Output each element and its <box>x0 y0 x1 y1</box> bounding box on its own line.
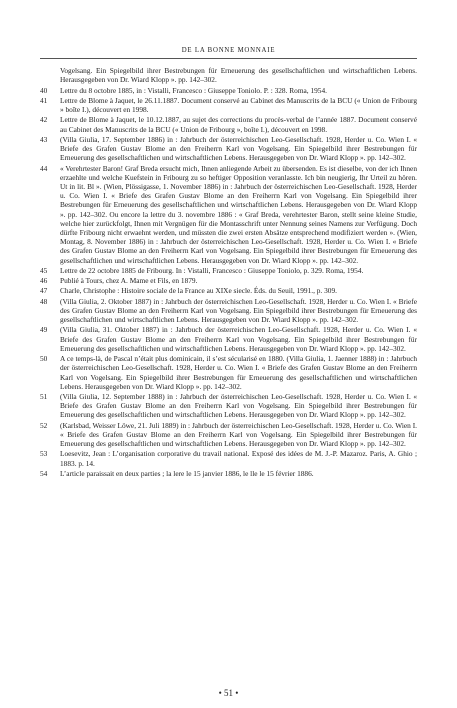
endnote-number: 42 <box>40 115 48 125</box>
endnote <box>40 66 417 84</box>
endnote-number: 50 <box>40 354 48 364</box>
endnote <box>40 286 417 295</box>
endnote-text: (Villa Giulia, 2. Oktober 1887) in : Jahrbuch der österreichischen Leo-Gesellschaft. 1928, Herder u. Co. Wien I. « Briefe des Grafen Gustav Blome an den Freiherrn Karl von Vogelsang. Ein Spiegelbild ihrer Bestrebungen für Erneuerung des gesellschaftlichen und wirtschaftlichen Lebens. Herausgegeben von Dr. Wiard Klopp ». pp. 142–302. <box>60 296 417 325</box>
endnote <box>40 469 417 478</box>
endnote <box>40 266 417 275</box>
endnote-number: 48 <box>40 296 48 306</box>
endnote-number: 44 <box>40 163 48 173</box>
endnote <box>40 96 417 114</box>
endnote-number: 41 <box>40 95 48 105</box>
endnote-number: 52 <box>40 420 48 430</box>
endnote-text: Vogelsang. Ein Spiegelbild ihrer Bestrebungen für Erneuerung des gesellschaftlichen und wirtschaftlichen Lebens. Herausgegeben von Dr. Wiard Klopp ». pp. 142–302. <box>60 66 417 85</box>
page-number: • 51 • <box>218 688 239 698</box>
endnote-text: A ce temps-là, de Pascal n’était plus dominicain, il s’est sécularisé en 1880. (Villa Giulia, 1. Jaenner 1888) in : Jahrbuch der österreichischen Leo-Gesellschaft. 1928, Herder u. Co. Wien I. « Briefe des Grafen Gustav Blome an den Freiherrn Karl von Vogelsang. Ein Spiegelbild ihrer Bestrebungen für Erneuerung des gesellschaftlichen und wirtschaftlichen Lebens. Herausgegeben von Dr. Wiard Klopp ». pp. 142–302. <box>60 354 417 391</box>
endnote-number: 54 <box>40 468 48 478</box>
endnote-text: Lettre du 8 octobre 1885, in : Vistalli, Francesco : Giuseppe Toniolo. P. : 328. Roma, 1954. <box>60 85 327 95</box>
endnote <box>40 276 417 285</box>
endnote <box>40 164 417 265</box>
endnote <box>40 449 417 467</box>
endnote-number: 40 <box>40 85 48 95</box>
endnote-number: 43 <box>40 134 48 144</box>
endnote-text: (Villa Giulia, 12. September 1888) in : Jahrbuch der österreichischen Leo-Gesellschaft. 1928, Herder u. Co. Wien I. « Briefe des Grafen Gustav Blome an den Freiherrn Karl von Vogelsang. Ein Spiegelbild ihrer Bestrebungen für Erneuerung des gesellschaftlichen und wirtschaftlichen Lebens. Herausgegeben von Dr. Wiard Klopp ». pp. 142–302. <box>60 392 417 420</box>
endnote-number: 49 <box>40 325 48 335</box>
header-rule <box>40 58 417 59</box>
endnote-text: Lettre de 22 octobre 1885 de Fribourg. In : Vistalli, Francesco : Giuseppe Toniolo, p. 329. Roma, 1954. <box>60 265 364 275</box>
endnote <box>40 86 417 95</box>
endnote <box>40 297 417 325</box>
endnote-text: Publié à Tours, chez A. Mame et Fils, en 1879. <box>60 276 198 286</box>
endnote-number: 45 <box>40 265 48 275</box>
endnote-text: L’article paraissait en deux parties ; la lere le 15 janvier 1886, le lle le 15 février 1886. <box>60 468 314 478</box>
endnote-number: 46 <box>40 276 48 286</box>
endnote <box>40 325 417 353</box>
endnote-text: Lettre de Blome à Jaquet, le 26.11.1887. Document conservé au Cabinet des Manuscrits de la BCU (« Union de Fribourg » boîte I.), découvert en 1998. <box>60 95 417 114</box>
endnote <box>40 115 417 133</box>
endnote <box>40 392 417 420</box>
running-head: DE LA BONNE MONNAIE <box>181 47 276 54</box>
endnotes-list <box>40 66 417 479</box>
endnote <box>40 354 417 391</box>
endnote-text: (Villa Giulia, 17. September 1886) in : Jahrbuch der österreichischen Leo-Gesellschaft. 1928, Herder u. Co. Wien I. « Briefe des Grafen Gustav Blome an den Freiherrn Karl von Vogelsang. Ein Spiegelbild ihrer Bestrebungen für Erneuerung des gesellschaftlichen und wirtschaftlichen Lebens. Herausgegeben von Dr. Wiard Klopp ». pp. 142–302. <box>60 134 417 163</box>
endnote <box>40 421 417 449</box>
endnote-text: Lettre de Blome à Jaquet, le 10.12.1887, au sujet des corrections du procès-verbal de l’année 1887. Document conservé au Cabinet des Manuscrits de la BCU (« Union de Fribourg », boîte I.), découvert en 1998. <box>60 115 417 134</box>
endnote-text: Loesevitz, Jean : L’organisation corporative du travail national. Exposé des idées de M. J.-P. Mazaroz. Paris, A. Ghio ; 1883. p. 14. <box>60 449 417 468</box>
endnote-number: 47 <box>40 286 48 296</box>
endnote-text: (Villa Giulia, 31. Oktober 1887) in : Jahrbuch der österreichischen Leo-Gesellschaft. 1928, Herder u. Co. Wien I. « Briefe des Grafen Gustav Blome an den Freiherrn Karl von Vogelsang. Ein Spiegelbild ihrer Bestrebungen für Erneuerung des gesellschaftlichen und wirtschaftlichen Lebens. Herausgegeben von Dr. Wiard Klopp ». pp. 142–302. <box>60 325 417 353</box>
endnote-number: 51 <box>40 392 48 402</box>
endnote <box>40 135 417 163</box>
endnote-text: Charle, Christophe : Histoire sociale de la France au XIXe siecle. Éds. du Seuil, 1991., p. 309. <box>60 286 337 296</box>
endnote-text: « Verehrtester Baron! Graf Breda ersucht mich, Ihnen anliegende Arbeit zu übersenden. Es ist dieselbe, von der ich Ihnen erzaehlte und welche Kuefstein in Fribourg zu so heftiger Opposition veranlasste. Ich bin neugierig, Ihr Urteil zu hören. Ut in lit. Bl ». (Wien, Plössigasse, 1. November 1886) in : Jahrbuch der österreichischen Leo-Gesellschaft. 1928, Herder u. Co. Wien I. « Briefe des Grafen Gustav Blome an den Freiherrn Karl von Vogelsang. Ein Spiegelbild ihrer Bestrebungen für Erneuerung des gesellschaftlichen und wirtschaftlichen Lebens. Herausgegeben von Dr. Wiard Klopp ». pp. 142–302. Ou encore la lettre du 3. novembre 1886 : « Graf Breda, verehrtester Baron, stellt seine kleine Studie, welche hier zurückfolgt, Ihnen mit Vergnügen für die Montasschrift unter Nennung seines Namens zur Verfügung. Doch dürfte Fribourg nicht erwaehnt werden, und müssten die zwei ersten Absätze entsprechend modifiziert werden ». (Wien, Montag, 8. November 1886) in : Jahrbuch der österreichischen Leo-Gesellschaft. 1928, Herder u. Co. Wien I. « Briefe des Grafen Gustav Blome an den Freiherrn Karl von Vogelsang. Ein Spiegelbild ihrer Bestrebungen für Erneuerung des gesellschaftlichen und wirtschaftlichen Lebens. Herausgegeben von Dr. Wiard Klopp ». pp. 142–302. <box>60 163 417 265</box>
endnote-text: (Karlsbad, Weisser Löwe, 21. Juli 1889) in : Jahrbuch der österreichischen Leo-Gesellschaft. 1928, Herder u. Co. Wien I. « Briefe des Grafen Gustav Blome an den Freiherrn Karl von Vogelsang. Ein Spiegelbild ihrer Bestrebungen für Erneuerung des gesellschaftlichen und wirtschaftlichen Lebens. Herausgegeben von Dr. Wiard Klopp ». pp. 142–302. <box>60 420 417 449</box>
endnote-number: 53 <box>40 449 48 459</box>
